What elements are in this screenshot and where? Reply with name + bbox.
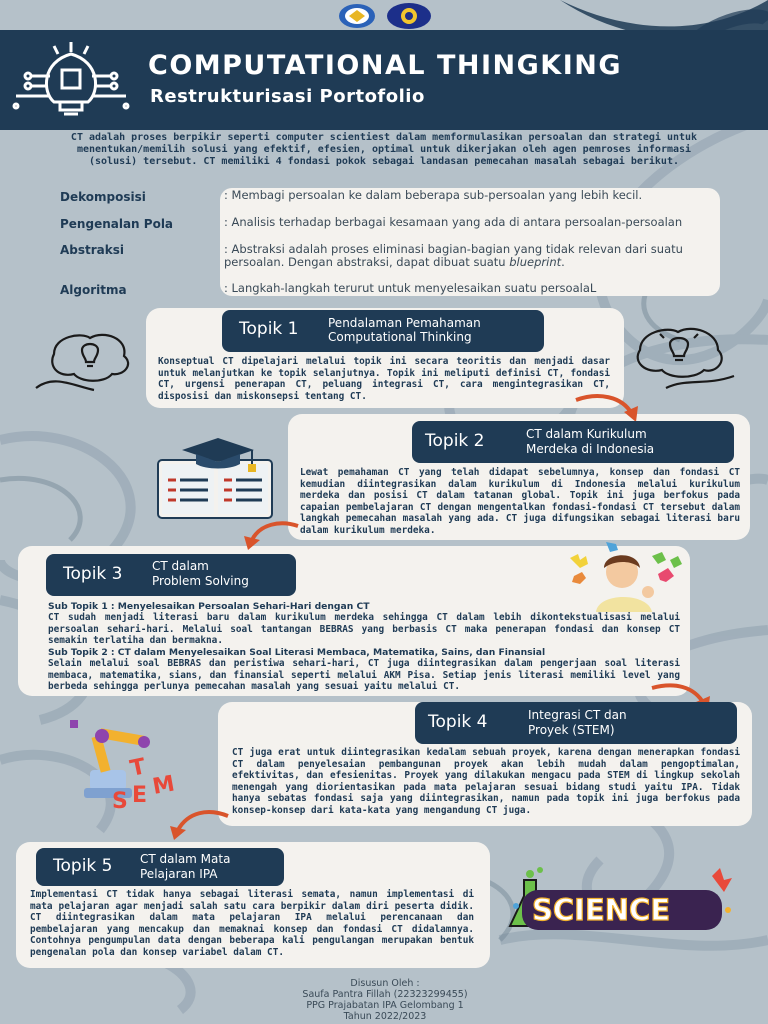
ministry-logo-icon (338, 3, 376, 29)
topic-5-label: Topik 5 (53, 856, 113, 876)
term-algoritma: Algoritma (60, 283, 127, 297)
credit-line-1: Disusun Oleh : (350, 978, 420, 989)
definition-abstraksi (224, 243, 716, 269)
topic-3-subtopic-1-title: Sub Topik 1 : Menyelesaikan Persoalan Sehari-Hari dengan CT (48, 601, 370, 612)
topic-3-name-line1: CT dalam (152, 559, 209, 573)
lightbulb-circuit-icon (12, 40, 130, 118)
head-lightbulb-icon (626, 320, 736, 394)
stem-word: S (112, 789, 128, 814)
definition-dekomposisi: : Membagi persoalan ke dalam beberapa sub-persoalan yang lebih kecil. (224, 188, 643, 202)
university-logo-icon (386, 2, 432, 30)
topic-3-subtopic-1-body: CT sudah menjadi literasi baru dalam kurikulum merdeka sehingga CT dalam lebih dikontekstualisasi melalui persoalan sehari-hari. Melalui soal tantangan BEBRAS yang berbasis CT maka penerapan fondasi dan konsep CT semakin terlatiha dan bermakna. (48, 612, 680, 647)
topic-2-badge (412, 421, 734, 463)
topic-3-badge (46, 554, 296, 596)
page-subtitle: Restrukturisasi Portofolio (150, 86, 425, 107)
robot-arm-icon (56, 716, 208, 812)
topic-4-body: CT juga erat untuk diintegrasikan kedalam sebuah proyek, karena dengan menerapkan fondasi CT dalam penyelesaian pembangunan proyek akan lebih mudah dalam pengoptimalan, efektivitas, dan efesienitas. Proyek yang dilakukan mengacu pada STEM di lingkup sekolah menengah yang diorientasikan pada mata pelajaran sesuai bidang studi yaitu IPA. Tidak hanya sebatas fondasi saja yang diintegrasikan, namun pada topik ini juga berfokus pada konsep-konsep dari kata-kata yang mengandung CT juga. (232, 747, 740, 816)
intro-paragraph: CT adalah proses berpikir seperti computer scientiest dalam memformulasikan persoalan dan strategi untuk menentukan/memilih solusi yang efektif, efesien, optimal untuk dikerjakan oleh agen pemroses informasi (solusi) tersebut. CT memiliki 4 fondasi pokok sebagai landasan pemecahan masalah sebagai berikut. (70, 132, 698, 167)
topic-1-badge (222, 310, 544, 352)
topic-5-body: Implementasi CT tidak hanya sebagai literasi semata, namun implementasi di mata pelajaran agar menjadi salah satu cara berpikir dalam diri peserta didik. CT diintegrasikan dalam mata pelajaran IPA melalui perencanaan dan pembelajaran yang mencakup dan memaknai konsep dan fondasi CT didalamnya. Contohnya pengumpulan data dengan beberapa kali pengulangan merupakan bentuk pengenalan pola dan konsep variabel dalam CT. (30, 889, 474, 958)
author-credit (250, 978, 520, 1022)
svg-text:M: M (150, 771, 177, 800)
definition-pengenalan-pola: : Analisis terhadap berbagai kesamaan yang ada di antara persoalan-persoalan (224, 215, 683, 229)
topic-4-name-line1: Integrasi CT dan (528, 708, 627, 722)
page-title: COMPUTATIONAL THINGKING (148, 50, 623, 81)
credit-author: Saufa Pantra Fillah (22323299455) (302, 989, 468, 1000)
topic-1-name-line2: Computational Thinking (328, 330, 472, 344)
topic-4-badge (415, 702, 737, 744)
svg-text:T: T (128, 754, 148, 782)
topic-1-label: Topik 1 (239, 319, 299, 339)
topic-2-name-line1: CT dalam Kurikulum (526, 427, 647, 441)
topic-5-name-line2: Pelajaran IPA (140, 867, 218, 881)
topic-3-name-line2: Problem Solving (152, 574, 249, 588)
thinking-boy-icon (566, 540, 690, 612)
graduation-book-icon (154, 436, 280, 520)
topic-2-label: Topik 2 (425, 431, 485, 451)
topic-5-name-line1: CT dalam Mata (140, 852, 231, 866)
term-dekomposisi: Dekomposisi (60, 190, 146, 204)
curved-arrow-icon (164, 810, 230, 842)
definition-abstraksi-text: : Abstraksi adalah proses eliminasi bagian-bagian yang tidak relevan dari suatu persoalan. Dengan abstraksi, dapat dibuat suatu (224, 242, 683, 269)
topic-1-name-line1: Pendalaman Pemahaman (328, 316, 481, 330)
topic-2-body: Lewat pemahaman CT yang telah didapat sebelumnya, konsep dan fondasi CT kemudian diintegrasikan dalam kurikulum di Indonesia melalui kurikulum merdeka dan posisi CT dalam tatanan global. Topik ini juga berfokus pada capaian pembelajaran CT dengan mengentalkan fondasi-fondasi CT tersebut dalam langkah pemecahan masalah yang ada. CT juga difungsikan sebagai literasi baru dalam kurikulum merdeka. (300, 467, 740, 536)
science-flask-icon (506, 866, 736, 940)
term-pengenalan-pola: Pengenalan Pola (60, 217, 174, 231)
topic-2-name-line2: Merdeka di Indonesia (526, 442, 655, 456)
topic-3-subtopic-2-title: Sub Topik 2 : CT dalam Menyelesaikan Soal Literasi Membaca, Matematika, Sains, dan Finansial (48, 647, 546, 658)
credit-year: Tahun 2022/2023 (343, 1011, 427, 1022)
term-abstraksi: Abstraksi (60, 243, 125, 257)
svg-text:E: E (132, 783, 148, 808)
topic-3-subtopic-2-body: Selain melalui soal BEBRAS dan peristiwa sehari-hari, CT juga diintegrasikan dalam pengerjaan soal literasi membaca, matematika, sians, dan finansial seperti melalui AKM Pisa. Setiap jenis literasi memiliki level yang berbeda sehingga perlunya pemecahan masalah yang sesuai yaitu melalui CT. (48, 658, 680, 693)
credit-program: PPG Prajabatan IPA Gelombang 1 (306, 1000, 464, 1011)
topic-5-badge (36, 848, 284, 886)
head-lightbulb-icon (34, 324, 144, 394)
topic-4-label: Topik 4 (428, 712, 488, 732)
topic-3-label: Topik 3 (63, 564, 123, 584)
definition-abstraksi-italic: blueprint (509, 255, 562, 269)
topic-4-name-line2: Proyek (STEM) (528, 723, 615, 737)
curved-arrow-icon (236, 522, 300, 552)
science-word: SCIENCE (532, 893, 671, 927)
topic-1-body: Konseptual CT dipelajari melalui topik ini secara teoritis dan menjadi dasar untuk melanjutkan ke topik selanjutnya. Topik ini meliputi definisi CT, fondasi CT, urgensi penerapan CT, peluang integrasi CT, cara mengintegrasikan CT, disposisi dan miskonsepsi tentang CT. (158, 356, 610, 402)
definition-abstraksi-end: . (561, 255, 565, 269)
definition-algoritma: : Langkah-langkah terurut untuk menyelesaikan suatu persoalaL (224, 281, 597, 295)
